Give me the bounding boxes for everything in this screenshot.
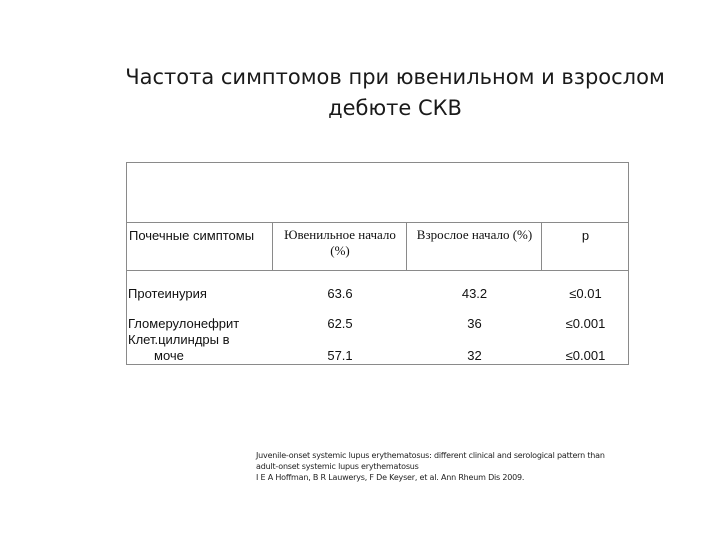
header-adult: Взрослое начало (%) — [416, 227, 533, 242]
slide-title-line-1: Частота симптомов при ювенильном и взрослом — [125, 65, 665, 89]
row-adult-value: 32 — [467, 348, 482, 363]
source-citation — [256, 450, 676, 483]
table-bottom-border — [126, 364, 628, 365]
row-juvenile-value: 57.1 — [327, 348, 353, 363]
slide-title-line-2: дебюте СКВ — [328, 96, 462, 120]
row-juvenile-value: 63.6 — [327, 286, 353, 301]
column-divider — [541, 222, 542, 270]
row-adult-value: 36 — [467, 316, 482, 331]
citation-line-2: adult-onset systemic lupus erythematosus — [256, 462, 419, 471]
row-symptom-line-2: моче — [154, 348, 184, 363]
slide-title — [110, 62, 680, 124]
header-juvenile-line-2: (%) — [330, 243, 350, 258]
row-p-value: ≤0.001 — [565, 316, 606, 331]
row-adult-value: 43.2 — [461, 286, 488, 301]
row-p-value: ≤0.01 — [569, 286, 602, 301]
column-divider — [272, 222, 273, 270]
row-symptom-line-1: Клет.цилиндры в — [128, 332, 230, 347]
header-bottom-divider — [126, 270, 628, 271]
row-symptom: Протеинурия — [128, 286, 207, 301]
row-juvenile-value: 62.5 — [327, 316, 353, 331]
row-symptom — [128, 332, 230, 364]
row-symptom: Гломерулонефрит — [128, 316, 240, 331]
header-p: p — [581, 228, 590, 243]
citation-line-3: I E A Hoffman, B R Lauwerys, F De Keyser, et al. Ann Rheum Dis 2009. — [256, 473, 525, 482]
header-top-divider — [126, 222, 628, 223]
row-p-value: ≤0.001 — [565, 348, 606, 363]
header-juvenile — [274, 227, 406, 259]
citation-line-1: Juvenile-onset systemic lupus erythematosus: different clinical and serological pattern than — [256, 451, 605, 460]
header-symptom: Почечные симптомы — [129, 228, 255, 243]
column-divider — [406, 222, 407, 270]
header-juvenile-line-1: Ювенильное начало — [284, 227, 396, 242]
